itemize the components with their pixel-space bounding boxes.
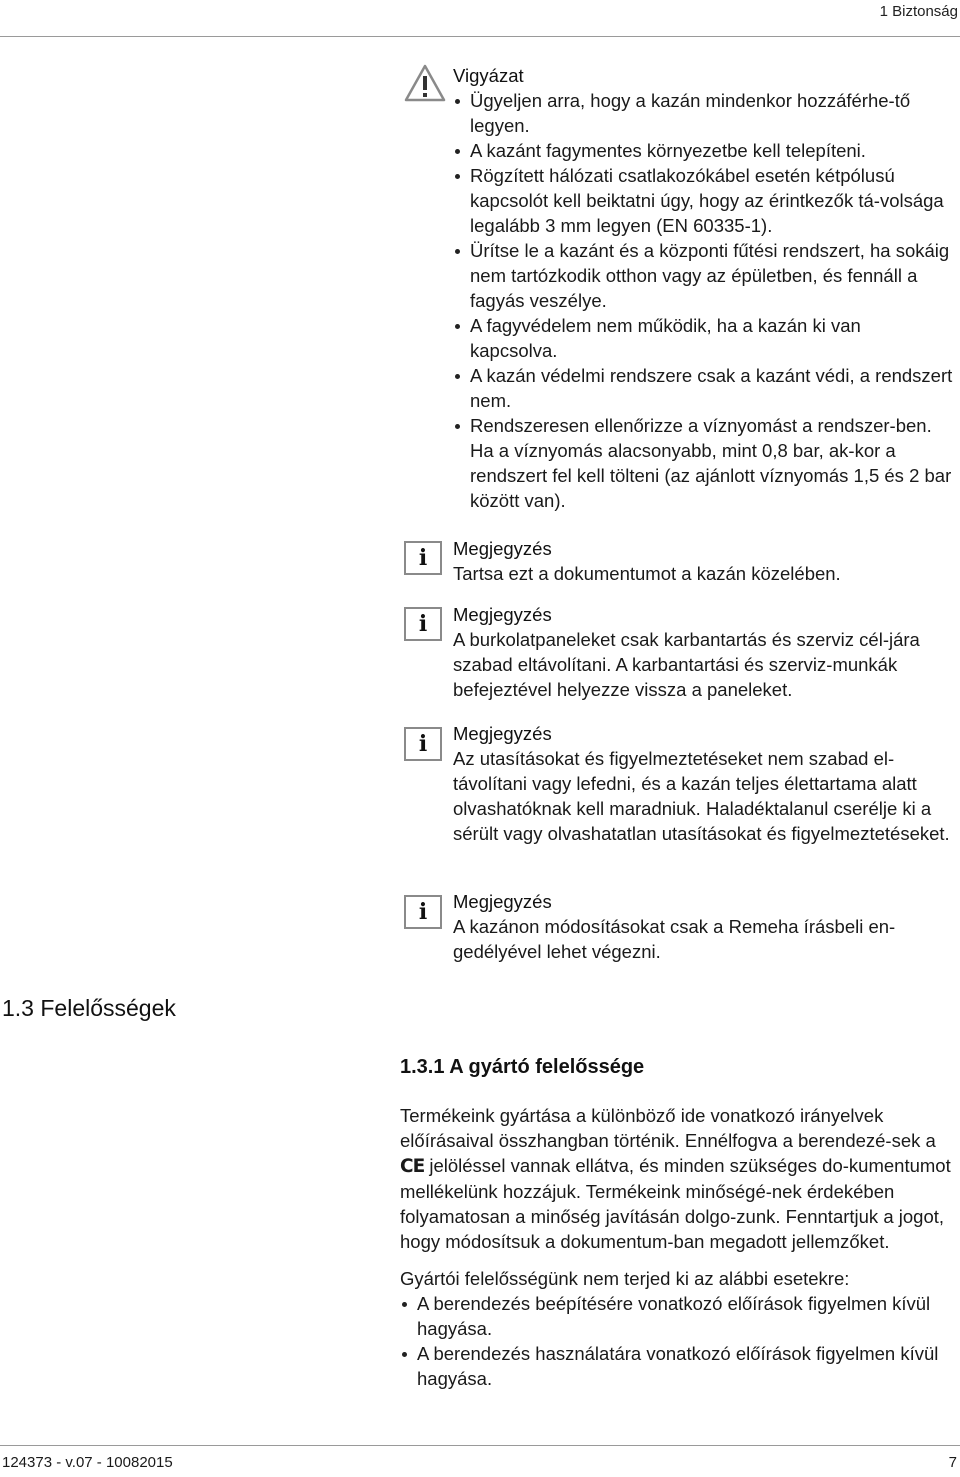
note-title: Megjegyzés xyxy=(453,604,552,625)
exclusion-item: A berendezés használatára vonatkozó előírások figyelmen kívül hagyása. xyxy=(400,1341,955,1391)
warning-item: Rögzített hálózati csatlakozókábel esetén kétpólusú kapcsolót kell beiktatni úgy, hogy az érintkezők tá-volsága legalább 3 mm legyen (EN 60335-1). xyxy=(453,163,953,238)
subsection-heading: 1.3.1 A gyártó felelőssége xyxy=(400,1056,645,1078)
info-icon: i xyxy=(404,607,442,641)
note-text xyxy=(453,914,953,964)
exclusions-list xyxy=(400,1291,955,1391)
warning-list xyxy=(453,88,953,513)
warning-item: Ürítse le a kazánt és a központi fűtési rendszert, ha sokáig nem tartózkodik otthon vagy az épületben, és fennáll a fagyás veszélye. xyxy=(453,238,953,313)
note-title: Megjegyzés xyxy=(453,723,552,744)
paragraph-text-after: jelöléssel vannak ellátva, és minden szükséges do-kumentumot mellékelünk hozzájuk. Termékeink minőségé-nek érdekében folyamatosan a minőség javításán dolgo-zunk. Fenntartjuk a jogot, hogy módosítsuk a dokumentum-ban megadott jellemzőket. xyxy=(400,1155,951,1252)
info-icon: i xyxy=(404,895,442,929)
brand-name: Remeha xyxy=(728,916,799,937)
note-text-after: írásbeli en-gedélyével lehet végezni. xyxy=(453,916,896,962)
page-header xyxy=(0,0,960,37)
page-number: 7 xyxy=(948,1454,957,1471)
exclusion-item: A berendezés beépítésére vonatkozó előírások figyelmen kívül hagyása. xyxy=(400,1291,955,1341)
header-section-title: 1 Biztonság xyxy=(879,3,958,20)
note-block xyxy=(453,536,953,586)
page-footer xyxy=(0,1445,960,1477)
info-icon: i xyxy=(404,727,442,761)
warning-item: A kazánt fagymentes környezetbe kell telepíteni. xyxy=(453,138,953,163)
manufacturer-exclusions-intro: Gyártói felelősségünk nem terjed ki az alábbi esetekre: xyxy=(400,1268,850,1289)
manufacturer-section xyxy=(400,1103,955,1391)
note-block xyxy=(453,602,953,702)
note-text: A burkolatpaneleket csak karbantartás és szerviz cél-jára szabad eltávolítani. A karbantartási és szerviz-munkák befejeztével helyezze vissza a paneleket. xyxy=(453,629,920,700)
section-heading: 1.3 Felelősségek xyxy=(2,995,176,1021)
note-title: Megjegyzés xyxy=(453,538,552,559)
warning-icon xyxy=(404,64,446,107)
warning-item: Ügyeljen arra, hogy a kazán mindenkor hozzáférhe-tő legyen. xyxy=(453,88,953,138)
warning-item: A kazán védelmi rendszere csak a kazánt védi, a rendszert nem. xyxy=(453,363,953,413)
ce-mark-icon: CE xyxy=(400,1156,425,1177)
manufacturer-paragraph xyxy=(400,1103,955,1254)
warning-item: Rendszeresen ellenőrizze a víznyomást a rendszer-ben. Ha a víznyomás alacsonyabb, mint 0,8 bar, ak-kor a rendszert fel kell tölteni (az ajánlott víznyomás 1,5 és 2 bar között van). xyxy=(453,413,953,513)
note-text: Tartsa ezt a dokumentumot a kazán közelében. xyxy=(453,563,841,584)
warning-title: Vigyázat xyxy=(453,65,524,86)
info-icon: i xyxy=(404,541,442,575)
warning-item: A fagyvédelem nem működik, ha a kazán ki van kapcsolva. xyxy=(453,313,953,363)
note-text-before: A kazánon módosításokat csak a xyxy=(453,916,729,937)
note-block xyxy=(453,889,953,964)
note-block xyxy=(453,721,953,846)
warning-block xyxy=(453,63,953,513)
paragraph-text-before: Termékeink gyártása a különböző ide vonatkozó irányelvek előírásaival összhangban történik. Ennélfogva a berendezé-sek a xyxy=(400,1105,936,1151)
note-title: Megjegyzés xyxy=(453,891,552,912)
note-text: Az utasításokat és figyelmeztetéseket nem szabad el-távolítani vagy lefedni, és a kazán teljes élettartama alatt olvashatóknak kell maradniuk. Haladéktalanul cserélje ki a sérült vagy olvashatatlan utasításokat és figyelmeztetéseket. xyxy=(453,748,950,844)
document-id: 124373 - v.07 - 10082015 xyxy=(2,1454,173,1471)
